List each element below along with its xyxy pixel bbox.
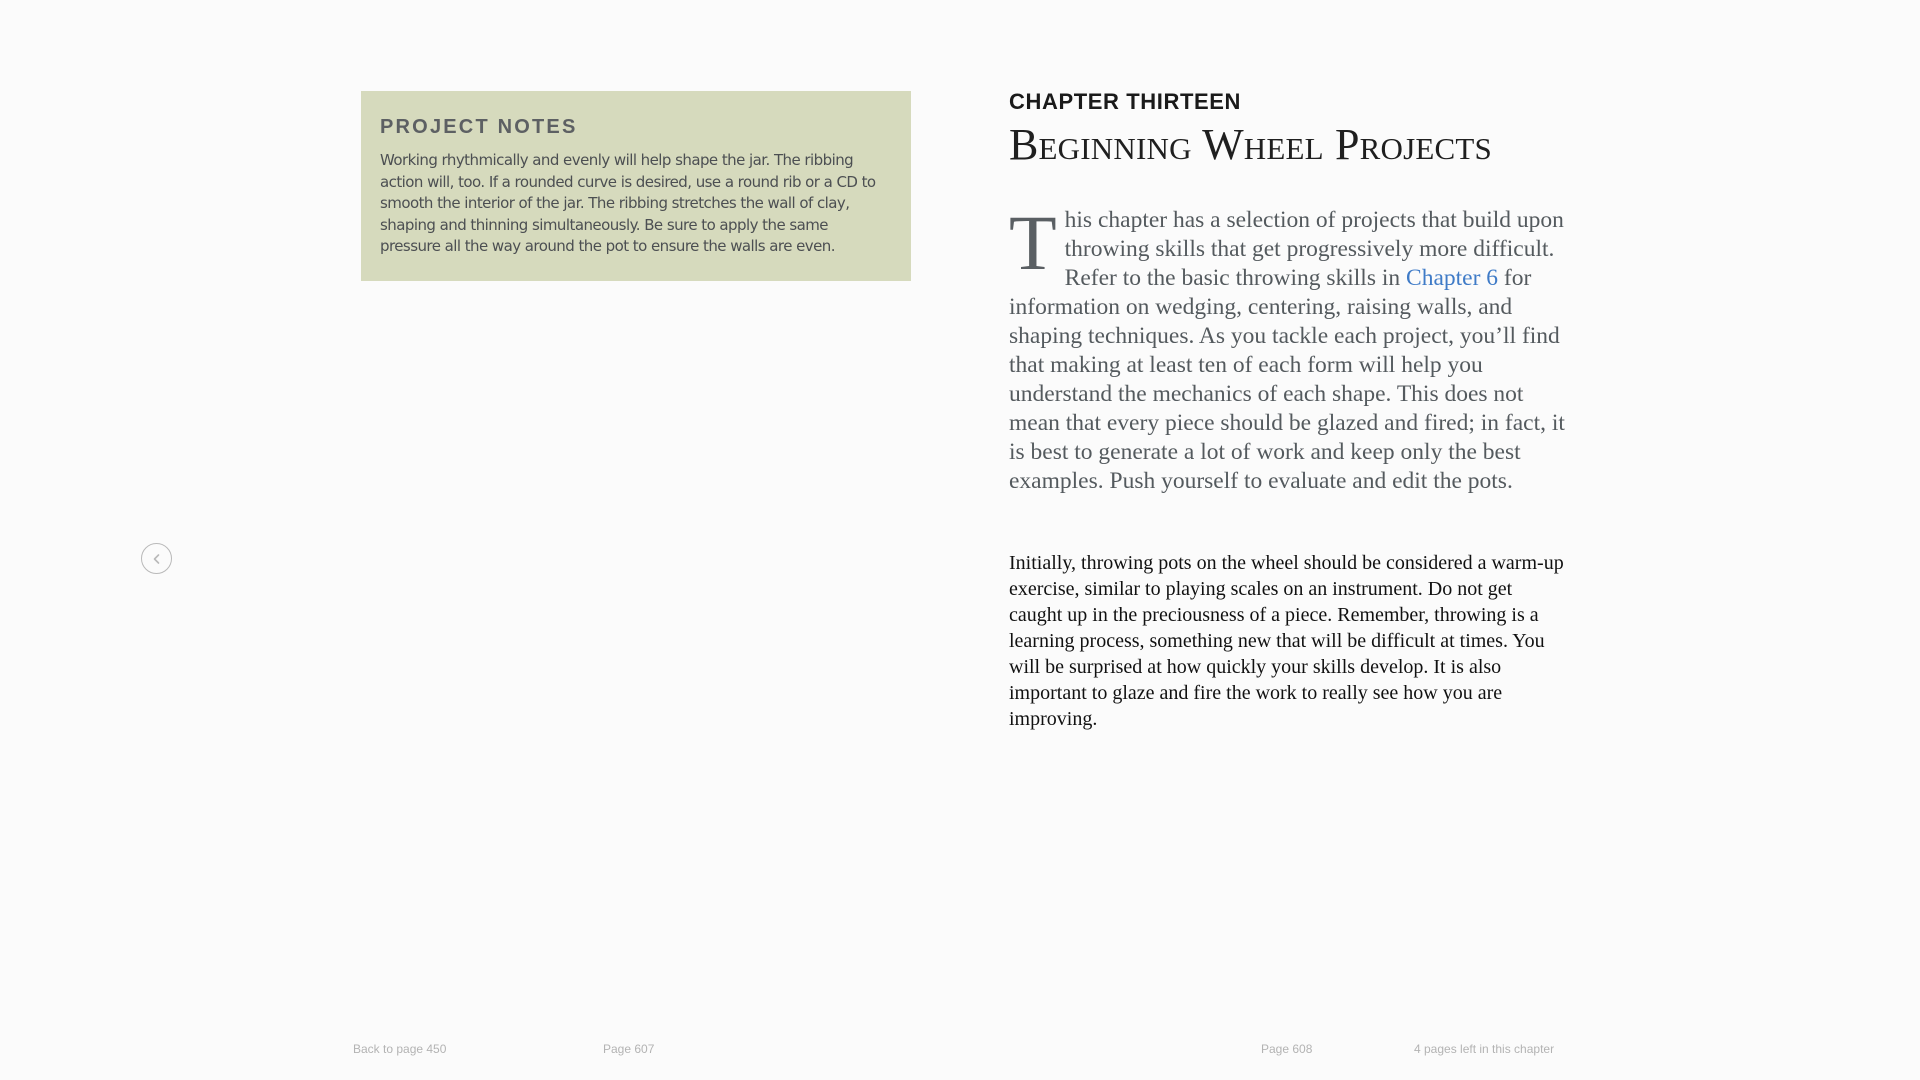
project-notes-body: Working rhythmically and evenly will help shape the jar. The ribbing action will, too. If a rounded curve is desired, use a round rib or a CD to smooth the interior of the jar. The ribbing stretches the wall of clay, shaping and thinning simultaneously. Be sure to apply the same pressure all the way around the pot to ensure the walls are even. [380,151,876,256]
project-notes-box [361,91,911,281]
chapter-6-link[interactable]: Chapter 6 [1406,265,1499,291]
chevron-left-icon [151,553,163,565]
left-page-number: Page 607 [603,1042,655,1056]
chapter-title: Beginning Wheel Projects [1009,120,1492,169]
intro-text-end: for information on wedging, centering, raising walls, and shaping techniques. As you tackle each project, you’ll find that making at least ten of each form will help you understand the mechanics of each shape. This does not mean that every piece should be glazed and fired; in fact, it is best to generate a lot of work and keep only the best examples. Push yourself to evaluate and edit the pots. [1009,265,1565,494]
back-to-page-link[interactable]: Back to page 450 [353,1042,447,1056]
drop-cap: T [1009,199,1057,286]
project-notes-title: PROJECT NOTES [380,116,578,138]
intro-text-start: his chapter has a selection of projects that build upon throwing skills that get progressively more difficult. Refer to the basic throwing skills in [1064,207,1564,291]
warmup-paragraph: Initially, throwing pots on the wheel should be considered a warm-up exercise, similar to playing scales on an instrument. Do not get caught up in the preciousness of a piece. Remember, throwing is a learning process, something new that will be difficult at times. You will be surprised at how quickly your skills develop. It is also important to glaze and fire the work to really see how you are improving. [1009,552,1564,730]
chapter-label: CHAPTER THIRTEEN [1009,89,1242,114]
pages-left-in-chapter: 4 pages left in this chapter [1414,1042,1555,1056]
intro-paragraph [1009,199,1569,496]
right-page-number: Page 608 [1261,1042,1313,1056]
previous-page-button[interactable] [141,543,172,574]
